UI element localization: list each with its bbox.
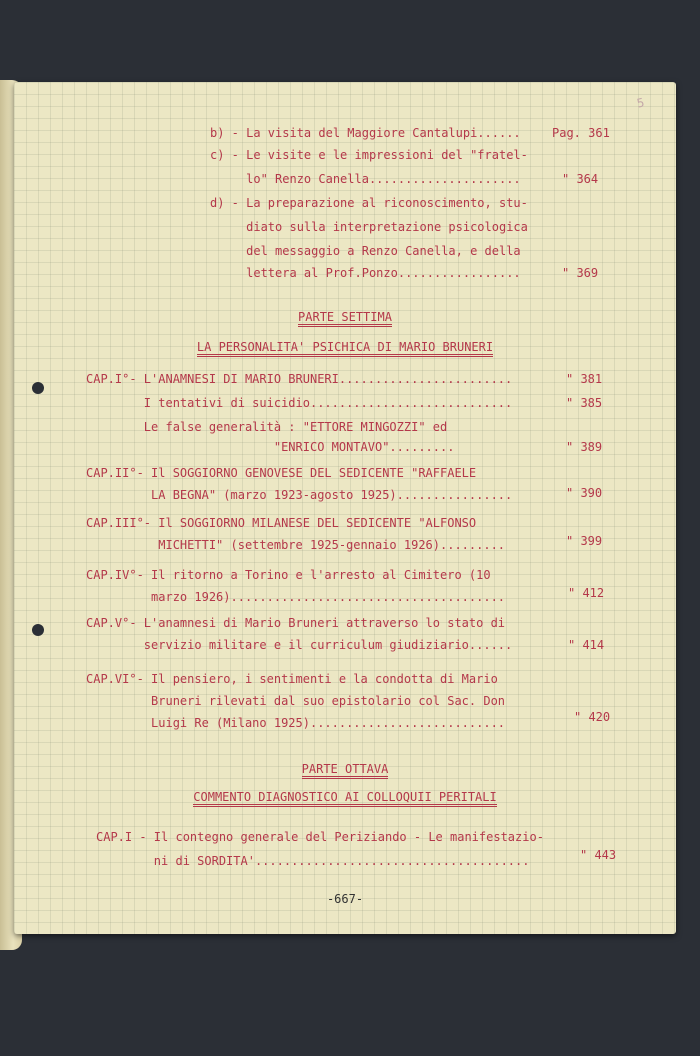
entry-d-page: " 369 [562, 266, 599, 280]
ottava-cap-1-line-2: ni di SORDITA'...................................... [96, 854, 530, 868]
parte-ottava-title-text: COMMENTO DIAGNOSTICO AI COLLOQUII PERITALI [193, 790, 496, 807]
cap-2-page: " 390 [566, 486, 603, 500]
parte-settima-title [14, 340, 676, 354]
entry-d-line-1: d) - La preparazione al riconoscimento, stu- [210, 196, 528, 210]
cap-6-line-1: CAP.VI°- Il pensiero, i sentimenti e la condotta di Mario [86, 672, 498, 686]
parte-ottava-heading [14, 762, 676, 776]
entry-b-line-1: b) - La visita del Maggiore Cantalupi...... [210, 126, 521, 140]
ottava-cap-1-line-1: CAP.I - Il contegno generale del Periziando - Le manifestazio- [96, 830, 544, 844]
cap-4-line-1: CAP.IV°- Il ritorno a Torino e l'arresto al Cimitero (10 [86, 568, 491, 582]
entry-c-page: " 364 [562, 172, 599, 186]
entry-d-line-2: diato sulla interpretazione psicologica [210, 220, 528, 234]
cap-2-line-1: CAP.II°- Il SOGGIORNO GENOVESE DEL SEDICENTE "RAFFAELE [86, 466, 477, 480]
false-generalita-page: " 389 [566, 440, 603, 454]
punch-hole [32, 382, 44, 394]
parte-settima-heading-text: PARTE SETTIMA [298, 310, 392, 327]
cap-4-page: " 412 [568, 586, 605, 600]
tentativi-page: " 385 [566, 396, 603, 410]
cap-6-line-3: Luigi Re (Milano 1925)........................... [86, 716, 506, 730]
false-generalita-line-1: Le false generalità : "ETTORE MINGOZZI" ed [86, 420, 448, 434]
cap-1-page: " 381 [566, 372, 603, 386]
cap-4-line-2: marzo 1926)...................................... [86, 590, 506, 604]
cap-3-line-2: MICHETTI" (settembre 1925-gennaio 1926)......... [86, 538, 506, 552]
parte-settima-title-text: LA PERSONALITA' PSICHICA DI MARIO BRUNERI [197, 340, 493, 357]
parte-ottava-heading-text: PARTE OTTAVA [302, 762, 389, 779]
cap-5-page: " 414 [568, 638, 605, 652]
entry-c-line-2: lo" Renzo Canella..................... [210, 172, 521, 186]
cap-6-line-2: Bruneri rilevati dal suo epistolario col Sac. Don [86, 694, 506, 708]
cap-5-line-2: servizio militare e il curriculum giudiziario...... [86, 638, 513, 652]
entry-d-line-3: del messaggio a Renzo Canella, e della [210, 244, 521, 258]
parte-ottava-title [14, 790, 676, 804]
entry-c-line-1: c) - Le visite e le impressioni del "fratel- [210, 148, 528, 162]
cap-3-line-1: CAP.III°- Il SOGGIORNO MILANESE DEL SEDICENTE "ALFONSO [86, 516, 477, 530]
cap-5-line-1: CAP.V°- L'anamnesi di Mario Bruneri attraverso lo stato di [86, 616, 506, 630]
parte-settima-heading [14, 310, 676, 324]
tentativi-line-1: I tentativi di suicidio............................ [86, 396, 513, 410]
document-page [14, 82, 676, 934]
cap-1-line-1: CAP.I°- L'ANAMNESI DI MARIO BRUNERI........................ [86, 372, 513, 386]
cap-3-page: " 399 [566, 534, 603, 548]
ottava-cap-1-page: " 443 [580, 848, 617, 862]
cap-2-line-2: LA BEGNA" (marzo 1923-agosto 1925)................ [86, 488, 513, 502]
page-number: -667- [326, 892, 364, 906]
cap-6-page: " 420 [574, 710, 611, 724]
corner-mark: 5 [635, 95, 646, 111]
entry-d-line-4: lettera al Prof.Ponzo................. [210, 266, 521, 280]
false-generalita-line-2: "ENRICO MONTAVO"......... [86, 440, 455, 454]
entry-b-page: Pag. 361 [552, 126, 610, 140]
punch-hole [32, 624, 44, 636]
